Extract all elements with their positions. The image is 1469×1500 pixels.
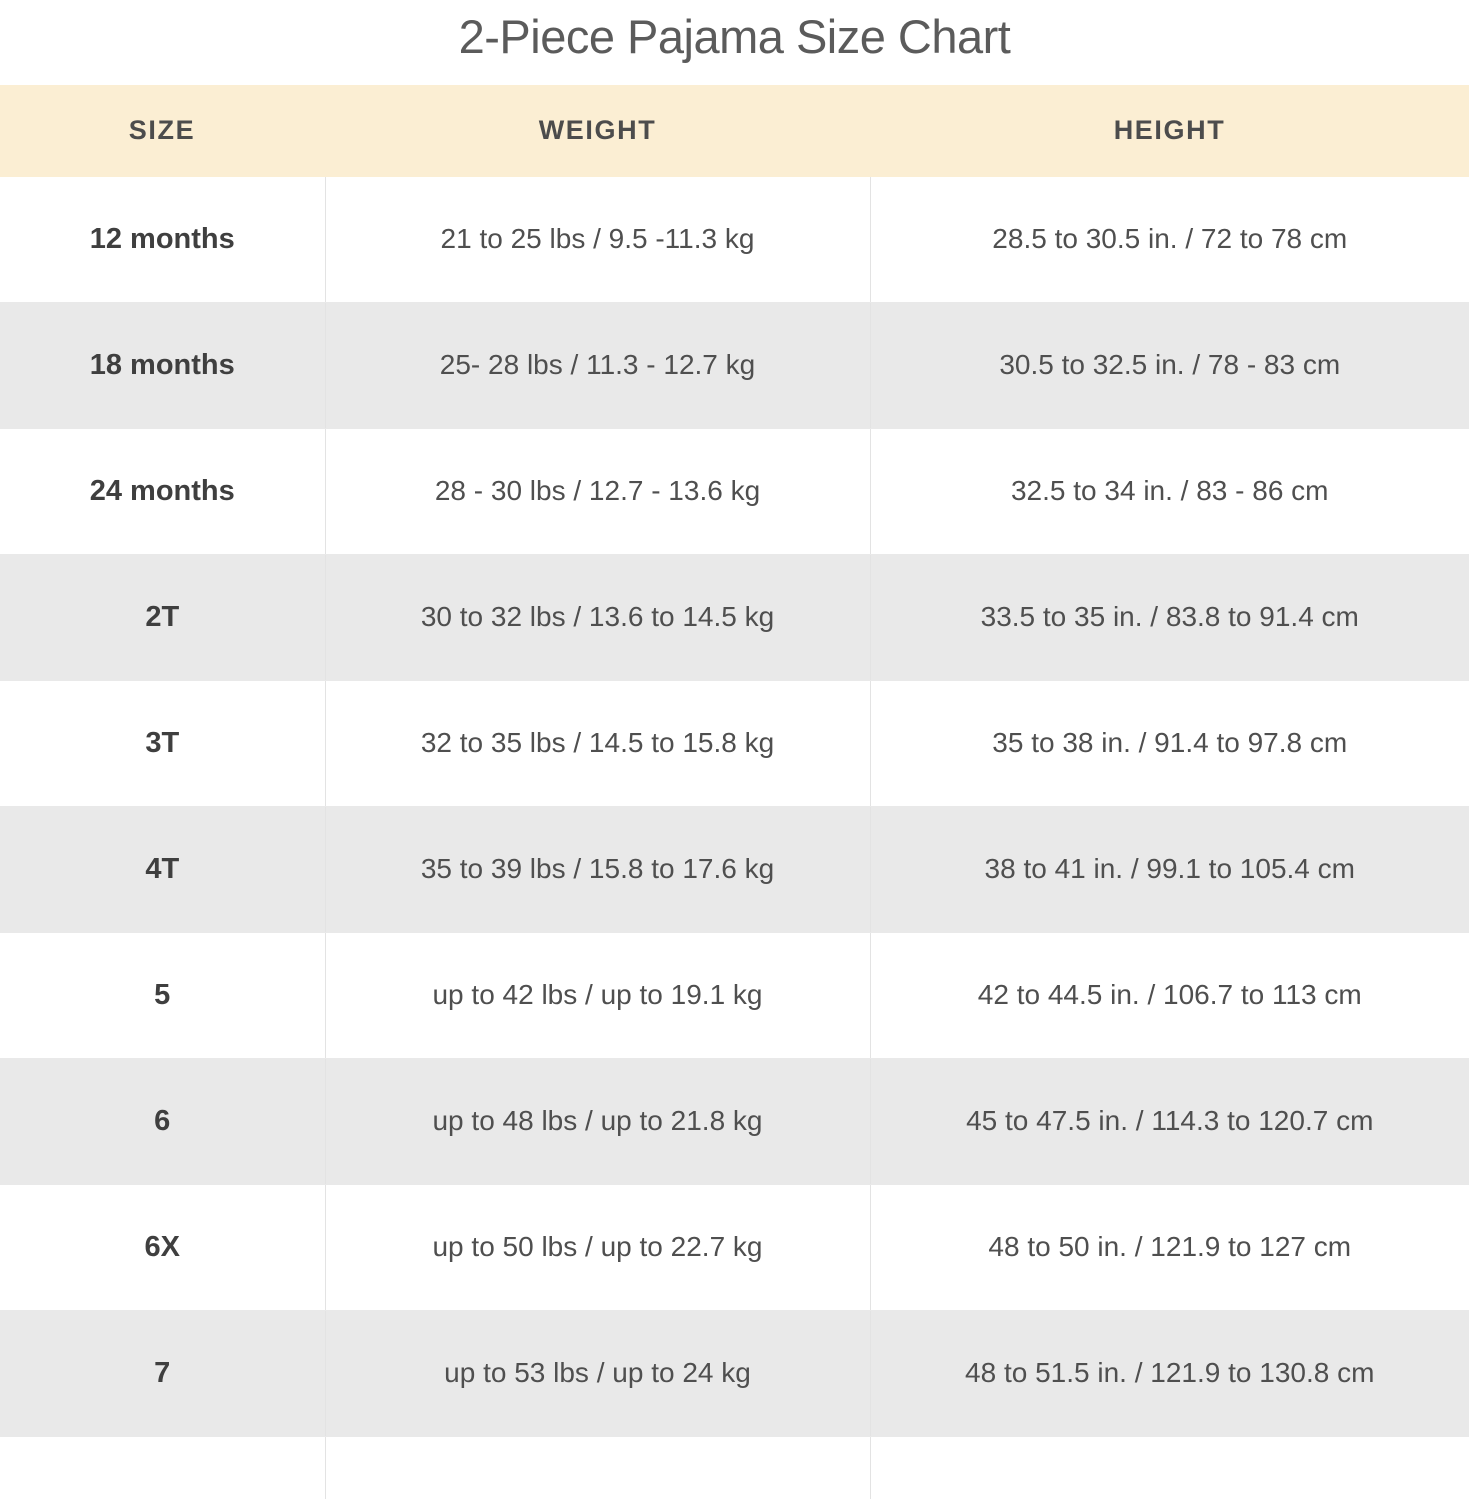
table-row-spacer xyxy=(0,1436,1469,1499)
cell-weight: 32 to 35 lbs / 14.5 to 15.8 kg xyxy=(325,680,870,806)
cell-spacer xyxy=(325,1436,870,1499)
cell-size: 18 months xyxy=(0,302,325,428)
cell-height: 33.5 to 35 in. / 83.8 to 91.4 cm xyxy=(870,554,1469,680)
cell-size: 7 xyxy=(0,1310,325,1436)
table-row xyxy=(0,1184,1469,1310)
cell-weight: 25- 28 lbs / 11.3 - 12.7 kg xyxy=(325,302,870,428)
column-header-size: SIZE xyxy=(0,85,325,177)
cell-size: 4T xyxy=(0,806,325,932)
cell-height: 48 to 51.5 in. / 121.9 to 130.8 cm xyxy=(870,1310,1469,1436)
cell-height: 30.5 to 32.5 in. / 78 - 83 cm xyxy=(870,302,1469,428)
table-row xyxy=(0,302,1469,428)
cell-weight: up to 50 lbs / up to 22.7 kg xyxy=(325,1184,870,1310)
cell-size: 3T xyxy=(0,680,325,806)
table-row xyxy=(0,177,1469,303)
cell-weight: 30 to 32 lbs / 13.6 to 14.5 kg xyxy=(325,554,870,680)
table-body xyxy=(0,177,1469,1499)
cell-size: 6X xyxy=(0,1184,325,1310)
table-row xyxy=(0,1058,1469,1184)
cell-spacer xyxy=(0,1436,325,1499)
table-header xyxy=(0,85,1469,177)
cell-size: 6 xyxy=(0,1058,325,1184)
cell-height: 45 to 47.5 in. / 114.3 to 120.7 cm xyxy=(870,1058,1469,1184)
cell-height: 28.5 to 30.5 in. / 72 to 78 cm xyxy=(870,177,1469,303)
cell-weight: up to 48 lbs / up to 21.8 kg xyxy=(325,1058,870,1184)
table-row xyxy=(0,806,1469,932)
cell-weight: 21 to 25 lbs / 9.5 -11.3 kg xyxy=(325,177,870,303)
size-chart-table xyxy=(0,85,1469,1499)
table-row xyxy=(0,428,1469,554)
cell-weight: up to 42 lbs / up to 19.1 kg xyxy=(325,932,870,1058)
cell-size: 24 months xyxy=(0,428,325,554)
column-header-weight: WEIGHT xyxy=(325,85,870,177)
cell-spacer xyxy=(870,1436,1469,1499)
cell-height: 42 to 44.5 in. / 106.7 to 113 cm xyxy=(870,932,1469,1058)
cell-weight: 35 to 39 lbs / 15.8 to 17.6 kg xyxy=(325,806,870,932)
cell-size: 5 xyxy=(0,932,325,1058)
cell-size: 12 months xyxy=(0,177,325,303)
cell-size: 2T xyxy=(0,554,325,680)
page-title: 2-Piece Pajama Size Chart xyxy=(458,10,1011,63)
cell-weight: up to 53 lbs / up to 24 kg xyxy=(325,1310,870,1436)
table-row xyxy=(0,932,1469,1058)
cell-height: 38 to 41 in. / 99.1 to 105.4 cm xyxy=(870,806,1469,932)
table-header-row xyxy=(0,85,1469,177)
cell-height: 32.5 to 34 in. / 83 - 86 cm xyxy=(870,428,1469,554)
cell-weight: 28 - 30 lbs / 12.7 - 13.6 kg xyxy=(325,428,870,554)
table-row xyxy=(0,1310,1469,1436)
table-row xyxy=(0,680,1469,806)
column-header-height: HEIGHT xyxy=(870,85,1469,177)
cell-height: 48 to 50 in. / 121.9 to 127 cm xyxy=(870,1184,1469,1310)
cell-height: 35 to 38 in. / 91.4 to 97.8 cm xyxy=(870,680,1469,806)
table-row xyxy=(0,554,1469,680)
